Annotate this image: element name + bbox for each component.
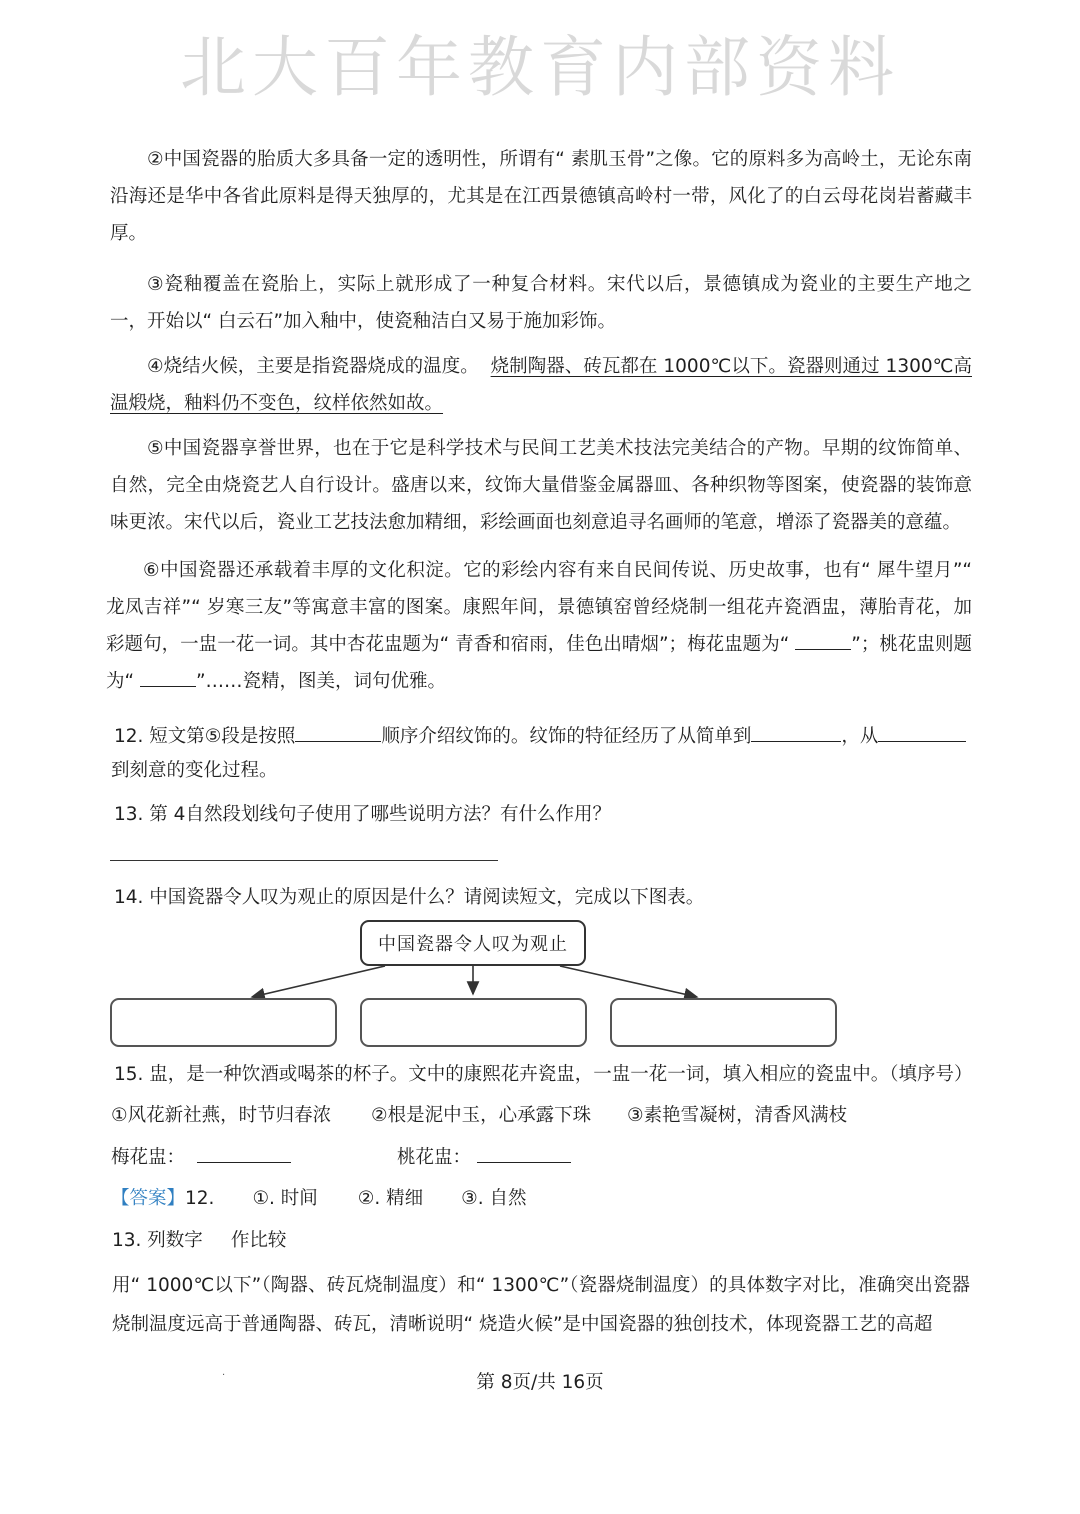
question-14: 14. 中国瓷器令人叹为观止的原因是什么？请阅读短文，完成以下图表。 (114, 887, 705, 908)
answer-12-3: ③. 自然 (461, 1188, 527, 1209)
stray-dot: · (222, 1370, 226, 1381)
answer-13-method-2: 作比较 (230, 1230, 287, 1251)
q12-text-b: 顺序介绍纹饰的。纹饰的特征经历了从简单到 (381, 726, 752, 747)
paragraph-4-text: ④烧结火候，主要是指瓷器烧成的温度。 (147, 356, 479, 377)
diagram-title: 中国瓷器令人叹为观止 (360, 920, 586, 966)
paragraph-6-text-a: ⑥中国瓷器还承载着丰厚的文化积淀。它的彩绘内容有来自民间传说、历史故事，也有“ 犀牛望月”“ 龙凤吉祥”“ 岁寒三友”等寓意丰富的图案。康熙年间，景德镇窑曾经烧制一组花卉瓷酒盅，薄胎青花，加彩题句，一盅一花一词。其中杏花盅题为“ 青香和宿雨，佳色出晴烟”；梅花盅题为“ (106, 560, 972, 655)
diagram-box-3[interactable] (610, 998, 837, 1047)
watermark: 北大百年教育内部资料 (180, 29, 900, 106)
q15-peach-label (397, 1141, 571, 1175)
diagram-box-2[interactable] (360, 998, 587, 1047)
question-15: 15. 盅，是一种饮酒或喝茶的杯子。文中的康熙花卉瓷盅，一盅一花一词，填入相应的瓷盅中。（填序号） (114, 1064, 973, 1085)
q15-plum-label (111, 1141, 291, 1175)
answer-13-head (112, 1224, 286, 1258)
q12-text-c: ，从 (841, 726, 879, 747)
answer-12-num: 12. (185, 1188, 215, 1209)
q15-option-1: ①风花新社燕，时节归春浓 (111, 1105, 332, 1126)
plum-label-text: 梅花盅： (111, 1147, 186, 1168)
answer-12-2: ②. 精细 (357, 1188, 424, 1209)
paragraph-6-text-b: ”；桃花盅则题为“ (106, 634, 972, 692)
question-12-cont: 到刻意的变化过程。 (111, 760, 278, 781)
q15-option-3: ③素艳雪凝树，清香风满枝 (627, 1105, 848, 1126)
plum-answer-blank[interactable] (197, 1144, 291, 1163)
paragraph-2: ②中国瓷器的胎质大多具备一定的透明性，所谓有“ 素肌玉骨”之像。它的原料多为高岭土，无论东南沿海还是华中各省此原料是得天独厚的，尤其是在江西景德镇高岭村一带，风化了的白云母花岗岩蓄藏丰厚。 (110, 149, 972, 244)
connector-right (560, 966, 697, 997)
answer-12-1: ①. 时间 (252, 1188, 318, 1209)
peach-answer-blank[interactable] (477, 1144, 571, 1163)
answer-13-method-1: 13. 列数字 (112, 1230, 203, 1251)
q15-option-2: ②根是泥中玉，心承露下珠 (371, 1105, 592, 1126)
question-13: 13. 第 4自然段划线句子使用了哪些说明方法？有什么作用？ (114, 804, 611, 825)
answer-12 (111, 1182, 527, 1216)
q12-text-a: 12. 短文第⑤段是按照 (114, 726, 296, 747)
answer-13-text: 用“ 1000℃以下”（陶器、砖瓦烧制温度）和“ 1300℃”（瓷器烧制温度）的具体数字对比，准确突出瓷器烧制温度远高于普通陶器、砖瓦，清晰说明“ 烧造火候”是中国瓷器的独创技术，体现瓷器工艺的高超 (112, 1275, 970, 1335)
answer-tag: 【答案】 (111, 1188, 186, 1209)
paragraph-3: ③瓷釉覆盖在瓷胎上，实际上就形成了一种复合材料。宋代以后，景德镇成为瓷业的主要生产地之一，开始以“ 白云石”加入釉中，使瓷釉洁白又易于施加彩饰。 (110, 274, 972, 332)
underlined-sentence: 烧制陶器、砖瓦都在 1000℃以下。瓷器则通过 1300℃高温煅烧，釉料仍不变色，纹样依然如故。 (110, 356, 972, 414)
diagram-box-1[interactable] (110, 998, 337, 1047)
peach-label-text: 桃花盅： (397, 1147, 472, 1168)
page-footer: 第 8页/共 16页 (476, 1372, 604, 1393)
paragraph-5: ⑤中国瓷器享誉世界，也在于它是科学技术与民间工艺美术技法完美结合的产物。早期的纹饰简单、自然，完全由烧瓷艺人自行设计。盛唐以来，纹饰大量借鉴金属器皿、各种织物等图案，使瓷器的装饰意味更浓。宋代以后，瓷业工艺技法愈加精细，彩绘画面也刻意追寻名画师的笔意，增添了瓷器美的意蕴。 (110, 438, 972, 533)
paragraph-6-text-c: ”……瓷精，图美，词句优雅。 (195, 671, 447, 692)
connector-left (252, 966, 385, 997)
